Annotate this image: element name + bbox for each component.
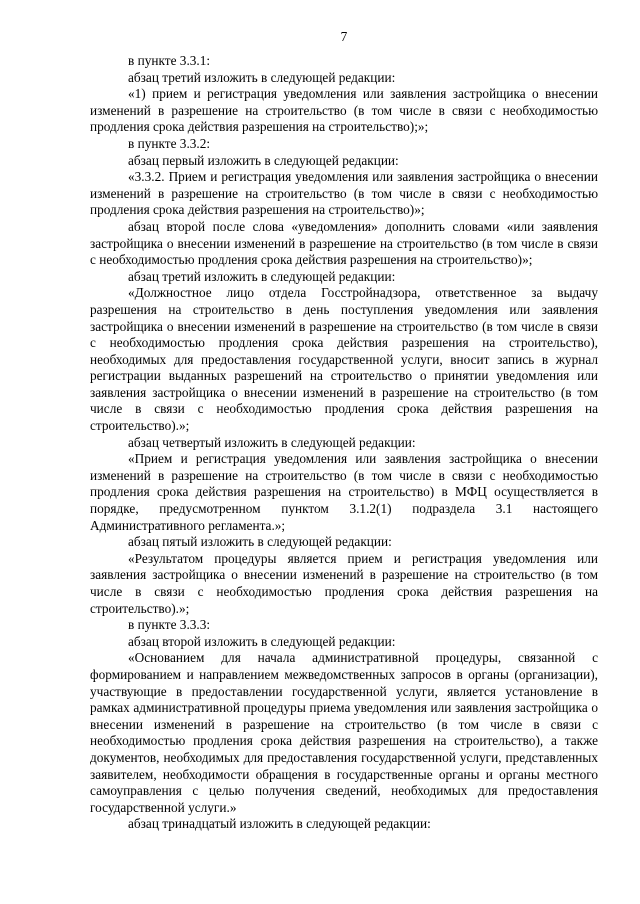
paragraph-10: абзац четвертый изложить в следующей редакции: <box>128 434 416 450</box>
paragraph-13: «Результатом процедуры является прием и регистрация уведомления или заявления застройщика о внесении изменений в разрешение на строительство (в том числе в связи с необходимостью продления срока действия разрешения на строительство).»; <box>90 550 598 616</box>
paragraph-16: «Основанием для начала административной процедуры, связанной с формированием и направлением межведомственных запросов в органы (организации), участвующие в предоставлении государственной услуги, является установление в рамках административной процедуры приема уведомления или заявления застройщика о внесении изменений в разрешение на строительство (в том числе в связи с необходимостью продления срока действия разрешения на строительство), а также документов, необходимых для предоставления государственной услуги, представленных заявителем, необходимости обращения в государственные органы и органы местного самоуправления с целью получения сведений, необходимых для предоставления государственной услуги.» <box>90 650 598 815</box>
paragraph-14: в пункте 3.3.3: <box>128 617 211 633</box>
paragraph-7: абзац второй после слова «уведомления» дополнить словами «или заявления застройщика о внесении изменений в разрешение на строительство (в том числе в связи с необходимостью продления срока действия разрешения на строительство)»; <box>90 218 598 268</box>
paragraph-1: в пункте 3.3.1: <box>128 53 211 68</box>
paragraph-15: абзац второй изложить в следующей редакции: <box>128 633 396 649</box>
page-number: 7 <box>340 29 348 44</box>
paragraph-8: абзац третий изложить в следующей редакции: <box>128 268 396 284</box>
paragraph-17: абзац тринадцатый изложить в следующей редакции: <box>128 816 431 832</box>
document-page <box>90 30 598 833</box>
paragraph-6: «3.3.2. Прием и регистрация уведомления или заявления застройщика о внесении изменений в разрешение на строительство (в том числе в связи с необходимостью продления срока действия разрешения на строительство)»; <box>90 169 598 218</box>
paragraph-2: абзац третий изложить в следующей редакции: <box>128 69 396 85</box>
paragraph-5: абзац первый изложить в следующей редакции: <box>128 152 399 168</box>
paragraph-9: «Должностное лицо отдела Госстройнадзора, ответственное за выдачу разрешения на строительство в день поступления уведомления или заявления застройщика о внесении изменений в разрешение на строительство (в том числе в связи с необходимостью продления срока действия разрешения на строительство), необходимых для предоставления государственной услуги, вносит запись в журнал регистрации выданных разрешений на строительство о принятии уведомления или заявления застройщика о внесении изменений в разрешение на строительство (в том числе в связи с необходимостью продления срока действия разрешения на строительство).»; <box>90 285 598 434</box>
paragraph-11: «Прием и регистрация уведомления или заявления застройщика о внесении изменений в разрешение на строительство (в том числе в связи с необходимостью продления срока действия разрешения на строительство) в МФЦ осуществляется в порядке, предусмотренном пунктом 3.1.2(1) подраздела 3.1 настоящего Административного регламента.»; <box>90 451 598 533</box>
paragraph-3: «1) прием и регистрация уведомления или заявления застройщика о внесении изменений в разрешение на строительство (в том числе в связи с необходимостью продления срока действия разрешения на строительство);»; <box>90 86 598 135</box>
paragraph-12: абзац пятый изложить в следующей редакции: <box>128 534 392 550</box>
paragraph-4: в пункте 3.3.2: <box>128 135 211 151</box>
